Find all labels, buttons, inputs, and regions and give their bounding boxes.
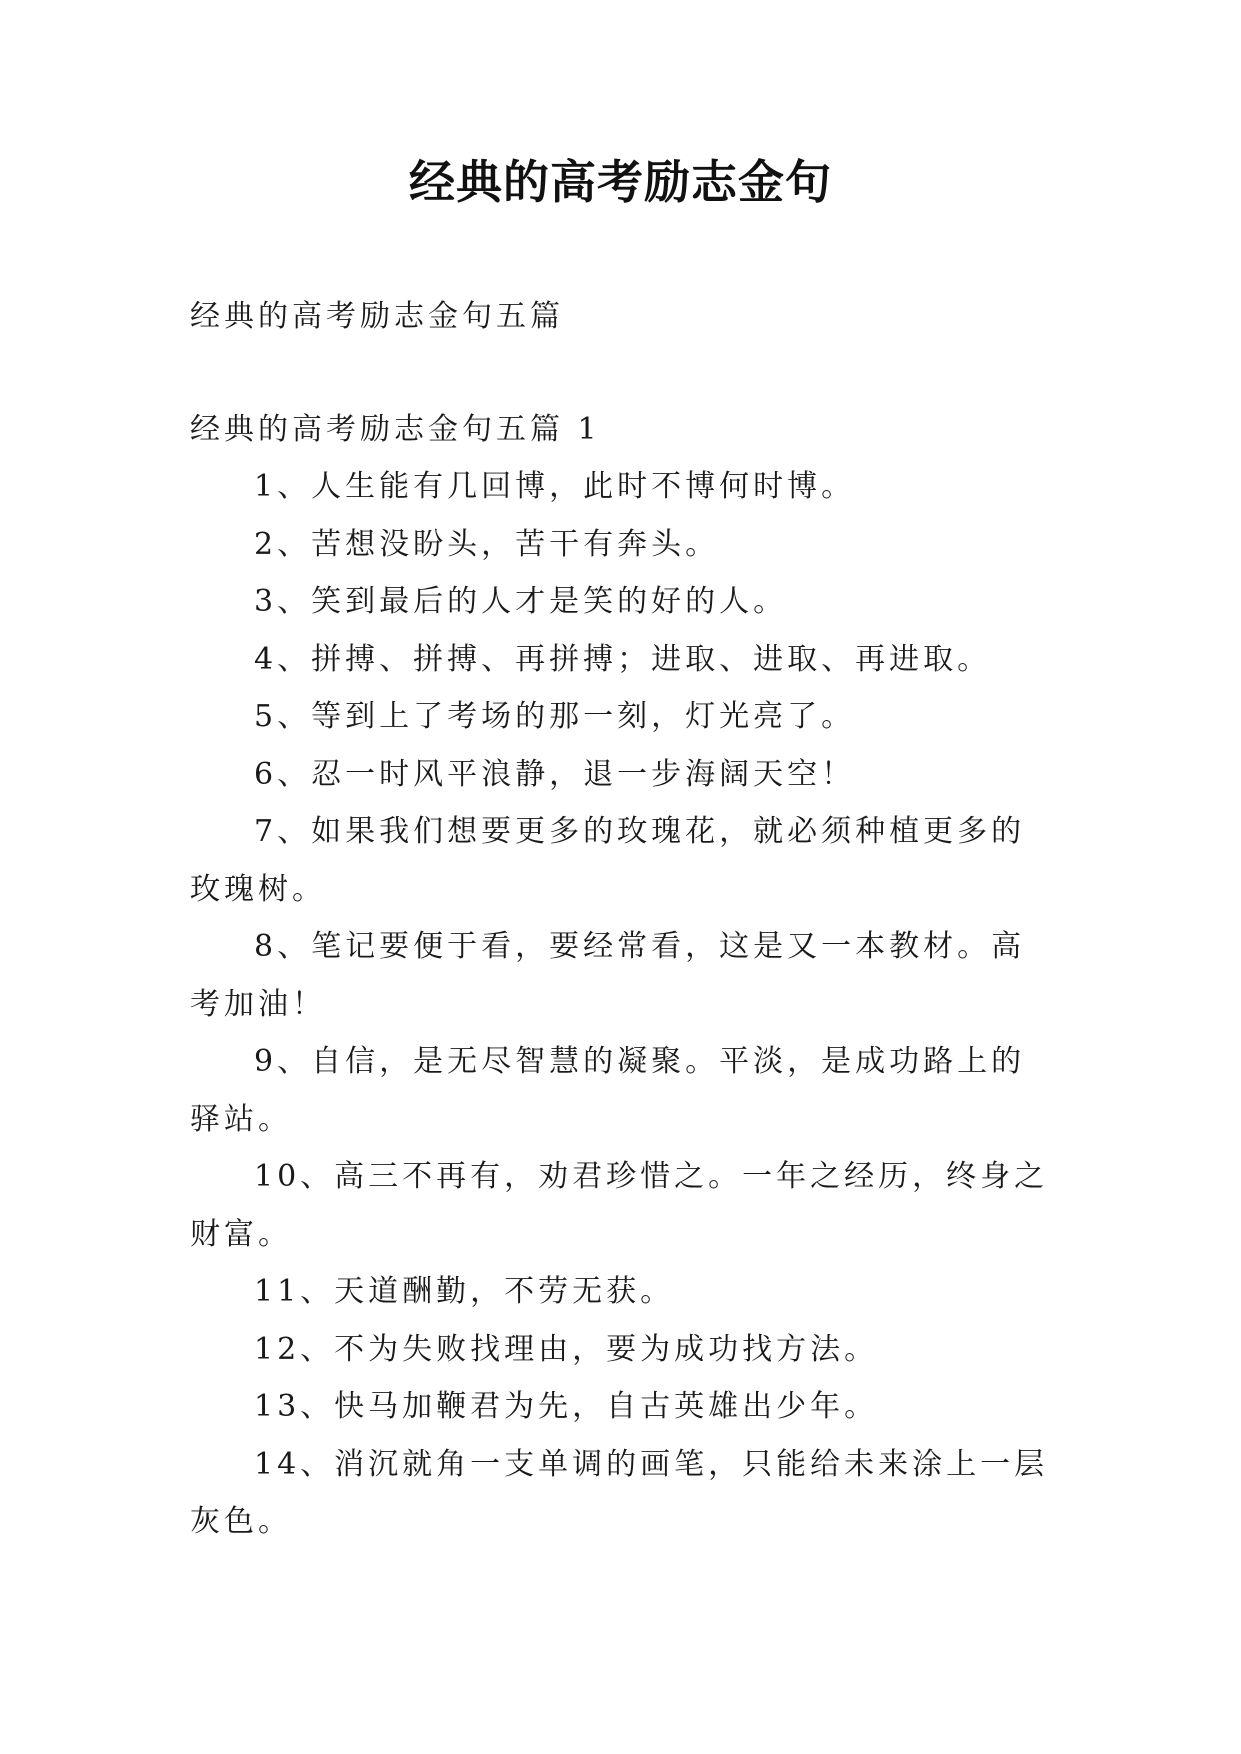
- list-item: 13、快马加鞭君为先，自古英雄出少年。: [254, 1389, 879, 1424]
- list-item: 2、苦想没盼头，苦干有奔头。: [254, 526, 720, 562]
- list-item: 3、笑到最后的人才是笑的好的人。: [254, 584, 788, 619]
- list-item: 6、忍一时风平浪静，退一步海阔天空！: [254, 756, 856, 792]
- list-item: 9、自信，是无尽智慧的凝聚。平淡，是成功路上的驿站。: [190, 1044, 1026, 1137]
- list-item: 5、等到上了考场的那一刻，灯光亮了。: [254, 699, 856, 734]
- blank-line: [190, 346, 1050, 401]
- list-item: 10、高三不再有，劝君珍惜之。一年之经历，终身之财富。: [190, 1159, 1049, 1252]
- document-body: [190, 288, 1050, 1551]
- list-item: 8、笔记要便于看，要经常看，这是又一本教材。高考加油！: [190, 929, 1026, 1022]
- list-item: 11、天道酬勤，不劳无获。: [254, 1274, 675, 1309]
- section-heading: 经典的高考励志金句五篇 1: [190, 411, 601, 447]
- document-title: 经典的高考励志金句: [409, 155, 832, 209]
- list-item: 7、如果我们想要更多的玫瑰花，就必须种植更多的玫瑰树。: [190, 814, 1026, 907]
- document-subtitle: 经典的高考励志金句五篇: [190, 299, 564, 334]
- list-item: 4、拼搏、拼搏、再拼搏；进取、进取、再进取。: [254, 641, 992, 677]
- list-item: 14、消沉就角一支单调的画笔，只能给未来涂上一层灰色。: [190, 1446, 1049, 1539]
- list-item: 12、不为失败找理由，要为成功找方法。: [254, 1331, 879, 1367]
- list-item: 1、人生能有几回博，此时不博何时博。: [254, 469, 856, 504]
